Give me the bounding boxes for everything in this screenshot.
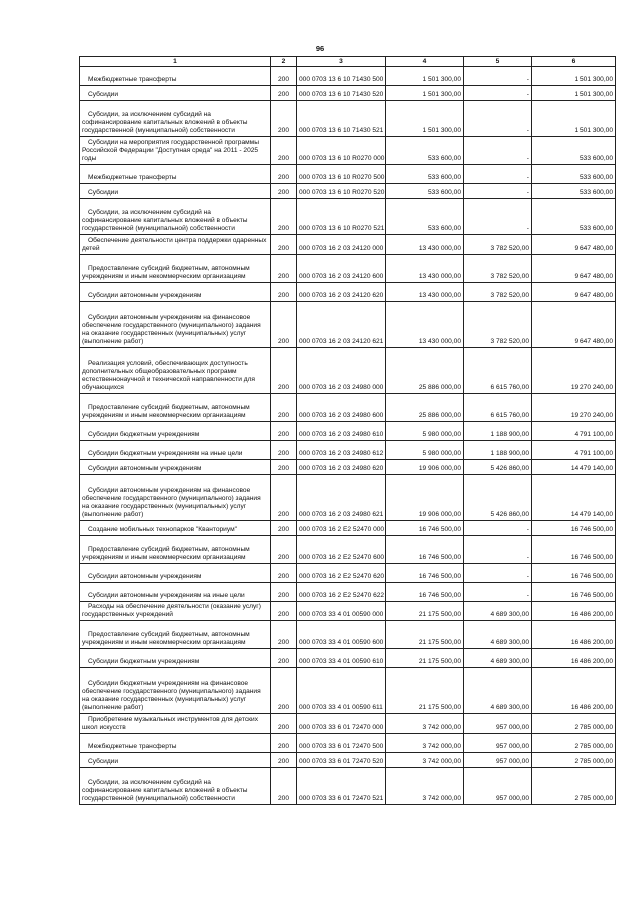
row-budget-code: 000 0703 33 6 01 72470 520 (297, 753, 386, 768)
row-executed-amount: - (464, 165, 532, 184)
row-budget-code: 000 0703 16 2 03 24980 000 (297, 348, 386, 394)
row-budget-code: 000 0703 16 2 03 24980 620 (297, 460, 386, 475)
row-line-code: 200 (271, 235, 297, 255)
table-row (80, 165, 616, 184)
row-executed-amount: 4 689 300,00 (464, 621, 532, 649)
row-unexecuted-amount: 14 479 140,00 (532, 460, 616, 475)
row-name-text: Обеспечение деятельности центра поддержки одаренных детей (82, 237, 267, 252)
row-budget-code: 000 0703 33 6 01 72470 521 (297, 768, 386, 805)
row-name (80, 714, 271, 734)
row-executed-amount: 4 689 300,00 (464, 602, 532, 621)
table-row (80, 521, 616, 536)
row-budget-code: 000 0703 33 6 01 72470 000 (297, 714, 386, 734)
table-row (80, 649, 616, 668)
row-approved-amount: 533 600,00 (386, 184, 464, 199)
row-line-code: 200 (271, 67, 297, 86)
table-row (80, 255, 616, 283)
row-line-code: 200 (271, 422, 297, 441)
row-unexecuted-amount: 19 270 240,00 (532, 348, 616, 394)
table-row (80, 583, 616, 602)
row-line-code: 200 (271, 536, 297, 564)
row-approved-amount: 533 600,00 (386, 199, 464, 235)
row-approved-amount: 21 175 500,00 (386, 621, 464, 649)
row-executed-amount: 957 000,00 (464, 768, 532, 805)
row-unexecuted-amount: 19 270 240,00 (532, 394, 616, 422)
row-budget-code: 000 0703 16 2 03 24120 600 (297, 255, 386, 283)
row-executed-amount: 5 426 860,00 (464, 475, 532, 521)
table-row (80, 235, 616, 255)
row-line-code: 200 (271, 348, 297, 394)
table-row (80, 283, 616, 302)
row-line-code: 200 (271, 475, 297, 521)
column-header-6: 6 (532, 57, 616, 67)
table-row (80, 184, 616, 199)
row-executed-amount: - (464, 67, 532, 86)
row-line-code: 200 (271, 302, 297, 348)
budget-table (79, 56, 616, 805)
row-name (80, 101, 271, 137)
row-budget-code: 000 0703 16 2 03 24980 621 (297, 475, 386, 521)
table-row (80, 302, 616, 348)
row-budget-code: 000 0703 33 6 01 72470 500 (297, 734, 386, 753)
row-budget-code: 000 0703 16 2 E2 52470 620 (297, 564, 386, 583)
row-name-text: Приобретение музыкальных инструментов для детских школ искусств (82, 716, 258, 731)
row-unexecuted-amount: 4 791 100,00 (532, 422, 616, 441)
row-unexecuted-amount: 16 746 500,00 (532, 564, 616, 583)
row-unexecuted-amount: 533 600,00 (532, 199, 616, 235)
row-name-text: Субсидии (88, 91, 119, 98)
row-name (80, 768, 271, 805)
row-name (80, 137, 271, 165)
row-approved-amount: 3 742 000,00 (386, 753, 464, 768)
row-approved-amount: 25 886 000,00 (386, 394, 464, 422)
row-approved-amount: 1 501 300,00 (386, 101, 464, 137)
row-unexecuted-amount: 9 647 480,00 (532, 255, 616, 283)
row-budget-code: 000 0703 16 2 03 24120 620 (297, 283, 386, 302)
row-approved-amount: 3 742 000,00 (386, 714, 464, 734)
table-row (80, 101, 616, 137)
table-row (80, 753, 616, 768)
row-approved-amount: 21 175 500,00 (386, 668, 464, 714)
table-row (80, 475, 616, 521)
row-budget-code: 000 0703 13 6 10 71430 521 (297, 101, 386, 137)
row-approved-amount: 16 746 500,00 (386, 583, 464, 602)
row-approved-amount: 16 746 500,00 (386, 536, 464, 564)
row-unexecuted-amount: 2 785 000,00 (532, 768, 616, 805)
row-executed-amount: 957 000,00 (464, 714, 532, 734)
row-approved-amount: 19 906 000,00 (386, 460, 464, 475)
row-executed-amount: - (464, 564, 532, 583)
row-unexecuted-amount: 533 600,00 (532, 184, 616, 199)
row-name-text: Создание мобильных технопарков "Кванториум" (88, 526, 237, 533)
row-name-text: Субсидии автономным учреждениям (88, 292, 202, 299)
table-row (80, 460, 616, 475)
row-name (80, 86, 271, 101)
row-approved-amount: 16 746 500,00 (386, 564, 464, 583)
row-approved-amount: 13 430 000,00 (386, 283, 464, 302)
row-name-text: Субсидии, за исключением субсидий на софинансирование капитальных вложений в объекты государственной (муниципальной) собственности (82, 111, 248, 134)
row-approved-amount: 19 906 000,00 (386, 475, 464, 521)
row-unexecuted-amount: 2 785 000,00 (532, 734, 616, 753)
row-name (80, 475, 271, 521)
row-name-text: Субсидии (88, 758, 119, 765)
row-name (80, 649, 271, 668)
row-name-text: Предоставление субсидий бюджетным, автономным учреждениям и иным некоммерческим организациям (82, 631, 250, 646)
row-name (80, 621, 271, 649)
row-name-text: Предоставление субсидий бюджетным, автономным учреждениям и иным некоммерческим организациям (82, 265, 250, 280)
row-budget-code: 000 0703 16 2 03 24980 600 (297, 394, 386, 422)
row-unexecuted-amount: 1 501 300,00 (532, 67, 616, 86)
row-name (80, 255, 271, 283)
row-executed-amount: 5 426 860,00 (464, 460, 532, 475)
row-executed-amount: - (464, 184, 532, 199)
table-row (80, 714, 616, 734)
row-budget-code: 000 0703 33 4 01 00590 000 (297, 602, 386, 621)
row-name-text: Субсидии бюджетным учреждениям на иные цели (88, 450, 243, 457)
table-row (80, 394, 616, 422)
row-executed-amount: 3 782 520,00 (464, 302, 532, 348)
row-budget-code: 000 0703 16 2 03 24980 612 (297, 441, 386, 460)
row-name (80, 422, 271, 441)
table-row (80, 536, 616, 564)
row-budget-code: 000 0703 13 6 10 71430 520 (297, 86, 386, 101)
row-name-text: Субсидии автономным учреждениям на иные цели (88, 592, 245, 599)
row-line-code: 200 (271, 564, 297, 583)
row-unexecuted-amount: 533 600,00 (532, 165, 616, 184)
row-name-text: Межбюджетные трансферты (88, 743, 177, 750)
row-budget-code: 000 0703 13 6 10 71430 500 (297, 67, 386, 86)
row-name (80, 283, 271, 302)
row-name (80, 536, 271, 564)
row-executed-amount: 957 000,00 (464, 753, 532, 768)
row-unexecuted-amount: 16 486 200,00 (532, 602, 616, 621)
row-approved-amount: 3 742 000,00 (386, 734, 464, 753)
row-line-code: 200 (271, 441, 297, 460)
row-name (80, 302, 271, 348)
row-line-code: 200 (271, 460, 297, 475)
row-executed-amount: 1 188 900,00 (464, 422, 532, 441)
row-approved-amount: 5 980 000,00 (386, 441, 464, 460)
row-executed-amount: 3 782 520,00 (464, 283, 532, 302)
row-approved-amount: 21 175 500,00 (386, 649, 464, 668)
row-name-text: Субсидии, за исключением субсидий на софинансирование капитальных вложений в объекты государственной (муниципальной) собственности (82, 209, 248, 232)
row-line-code: 200 (271, 199, 297, 235)
row-executed-amount: 6 615 760,00 (464, 394, 532, 422)
row-budget-code: 000 0703 33 4 01 00590 611 (297, 668, 386, 714)
row-name-text: Субсидии на мероприятия государственной программы Российской Федерации "Доступная среда" на 2011 - 2025 годы (82, 139, 259, 162)
row-approved-amount: 21 175 500,00 (386, 602, 464, 621)
row-name (80, 348, 271, 394)
row-line-code: 200 (271, 86, 297, 101)
column-header-4: 4 (386, 57, 464, 67)
row-name (80, 199, 271, 235)
row-line-code: 200 (271, 621, 297, 649)
table-row (80, 734, 616, 753)
row-unexecuted-amount: 9 647 480,00 (532, 302, 616, 348)
table-row (80, 199, 616, 235)
row-budget-code: 000 0703 33 4 01 00590 610 (297, 649, 386, 668)
row-name-text: Межбюджетные трансферты (88, 174, 177, 181)
row-executed-amount: - (464, 583, 532, 602)
row-name (80, 67, 271, 86)
row-approved-amount: 533 600,00 (386, 165, 464, 184)
row-unexecuted-amount: 16 486 200,00 (532, 621, 616, 649)
table-row (80, 564, 616, 583)
row-budget-code: 000 0703 33 4 01 00590 600 (297, 621, 386, 649)
row-line-code: 200 (271, 649, 297, 668)
row-name (80, 394, 271, 422)
row-approved-amount: 533 600,00 (386, 137, 464, 165)
row-line-code: 200 (271, 768, 297, 805)
row-budget-code: 000 0703 13 6 10 R0270 521 (297, 199, 386, 235)
row-name (80, 583, 271, 602)
row-name-text: Субсидии, за исключением субсидий на софинансирование капитальных вложений в объекты государственной (муниципальной) собственности (82, 779, 248, 802)
row-approved-amount: 25 886 000,00 (386, 348, 464, 394)
row-unexecuted-amount: 533 600,00 (532, 137, 616, 165)
row-line-code: 200 (271, 255, 297, 283)
row-executed-amount: 4 689 300,00 (464, 649, 532, 668)
row-approved-amount: 1 501 300,00 (386, 67, 464, 86)
table-row (80, 67, 616, 86)
row-name-text: Межбюджетные трансферты (88, 76, 177, 83)
table-row (80, 768, 616, 805)
row-unexecuted-amount: 2 785 000,00 (532, 714, 616, 734)
row-name-text: Субсидии автономным учреждениям на финансовое обеспечение государственного (муниципального) задания на оказание государственных (муниципальных) услуг (выполнение работ) (82, 487, 261, 518)
row-executed-amount: 6 615 760,00 (464, 348, 532, 394)
row-budget-code: 000 0703 13 6 10 R0270 000 (297, 137, 386, 165)
row-name-text: Субсидии (88, 189, 119, 196)
table-row (80, 441, 616, 460)
row-approved-amount: 1 501 300,00 (386, 86, 464, 101)
row-executed-amount: 957 000,00 (464, 734, 532, 753)
row-line-code: 200 (271, 583, 297, 602)
table-row (80, 137, 616, 165)
row-unexecuted-amount: 1 501 300,00 (532, 101, 616, 137)
row-line-code: 200 (271, 734, 297, 753)
row-name-text: Субсидии бюджетным учреждениям (88, 431, 200, 438)
row-name-text: Субсидии автономным учреждениям (88, 465, 202, 472)
table-row (80, 422, 616, 441)
row-unexecuted-amount: 16 746 500,00 (532, 536, 616, 564)
row-line-code: 200 (271, 137, 297, 165)
row-unexecuted-amount: 9 647 480,00 (532, 283, 616, 302)
row-name (80, 184, 271, 199)
row-budget-code: 000 0703 16 2 03 24980 610 (297, 422, 386, 441)
row-executed-amount: - (464, 137, 532, 165)
column-header-2: 2 (271, 57, 297, 67)
row-name (80, 564, 271, 583)
row-name-text: Субсидии автономным учреждениям (88, 573, 202, 580)
row-name-text: Субсидии автономным учреждениям на финансовое обеспечение государственного (муниципального) задания на оказание государственных (муниципальных) услуг (выполнение работ) (82, 314, 261, 345)
row-name (80, 460, 271, 475)
row-unexecuted-amount: 14 479 140,00 (532, 475, 616, 521)
column-header-3: 3 (297, 57, 386, 67)
row-budget-code: 000 0703 16 2 03 24120 621 (297, 302, 386, 348)
row-approved-amount: 13 430 000,00 (386, 235, 464, 255)
row-unexecuted-amount: 2 785 000,00 (532, 753, 616, 768)
row-unexecuted-amount: 4 791 100,00 (532, 441, 616, 460)
row-name (80, 668, 271, 714)
row-line-code: 200 (271, 714, 297, 734)
row-unexecuted-amount: 9 647 480,00 (532, 235, 616, 255)
table-row (80, 86, 616, 101)
row-approved-amount: 5 980 000,00 (386, 422, 464, 441)
row-line-code: 200 (271, 521, 297, 536)
column-number-row (80, 57, 616, 67)
row-name (80, 753, 271, 768)
row-executed-amount: - (464, 86, 532, 101)
page-number: 96 (315, 44, 325, 53)
column-header-1: 1 (80, 57, 271, 67)
row-name-text: Предоставление субсидий бюджетным, автономным учреждениям и иным некоммерческим организациям (82, 546, 250, 561)
row-line-code: 200 (271, 668, 297, 714)
row-unexecuted-amount: 16 746 500,00 (532, 521, 616, 536)
row-line-code: 200 (271, 602, 297, 621)
row-executed-amount: - (464, 101, 532, 137)
row-budget-code: 000 0703 13 6 10 R0270 500 (297, 165, 386, 184)
row-approved-amount: 3 742 000,00 (386, 768, 464, 805)
table-row (80, 602, 616, 621)
row-line-code: 200 (271, 165, 297, 184)
row-name (80, 602, 271, 621)
row-budget-code: 000 0703 16 2 E2 52470 600 (297, 536, 386, 564)
row-budget-code: 000 0703 13 6 10 R0270 520 (297, 184, 386, 199)
row-unexecuted-amount: 16 746 500,00 (532, 583, 616, 602)
row-executed-amount: 4 689 300,00 (464, 668, 532, 714)
row-approved-amount: 13 430 000,00 (386, 255, 464, 283)
row-unexecuted-amount: 1 501 300,00 (532, 86, 616, 101)
row-executed-amount: - (464, 536, 532, 564)
row-unexecuted-amount: 16 486 200,00 (532, 668, 616, 714)
row-executed-amount: 1 188 900,00 (464, 441, 532, 460)
row-budget-code: 000 0703 16 2 E2 52470 000 (297, 521, 386, 536)
row-name-text: Субсидии бюджетным учреждениям (88, 658, 200, 665)
row-line-code: 200 (271, 283, 297, 302)
row-name (80, 521, 271, 536)
row-name (80, 235, 271, 255)
row-name (80, 441, 271, 460)
row-budget-code: 000 0703 16 2 03 24120 000 (297, 235, 386, 255)
row-line-code: 200 (271, 753, 297, 768)
table-row (80, 668, 616, 714)
row-line-code: 200 (271, 101, 297, 137)
column-header-5: 5 (464, 57, 532, 67)
table-row (80, 621, 616, 649)
row-executed-amount: - (464, 199, 532, 235)
row-executed-amount: - (464, 521, 532, 536)
row-name-text: Реализация условий, обеспечивающих доступность дополнительных общеобразовательных программ естественнонаучной и технической направленности для обучающихся (82, 360, 256, 391)
row-approved-amount: 16 746 500,00 (386, 521, 464, 536)
row-name-text: Субсидии бюджетным учреждениям на финансовое обеспечение государственного (муниципального) задания на оказание государственных (муниципальных) услуг (выполнение работ) (82, 680, 261, 711)
row-executed-amount: 3 782 520,00 (464, 255, 532, 283)
row-line-code: 200 (271, 394, 297, 422)
row-approved-amount: 13 430 000,00 (386, 302, 464, 348)
row-name (80, 734, 271, 753)
row-line-code: 200 (271, 184, 297, 199)
row-name-text: Предоставление субсидий бюджетным, автономным учреждениям и иным некоммерческим организациям (82, 404, 250, 419)
table-row (80, 348, 616, 394)
row-name (80, 165, 271, 184)
row-unexecuted-amount: 16 486 200,00 (532, 649, 616, 668)
row-budget-code: 000 0703 16 2 E2 52470 622 (297, 583, 386, 602)
row-executed-amount: 3 782 520,00 (464, 235, 532, 255)
row-name-text: Расходы на обеспечение деятельности (оказание услуг) государственных учреждений (82, 603, 261, 618)
